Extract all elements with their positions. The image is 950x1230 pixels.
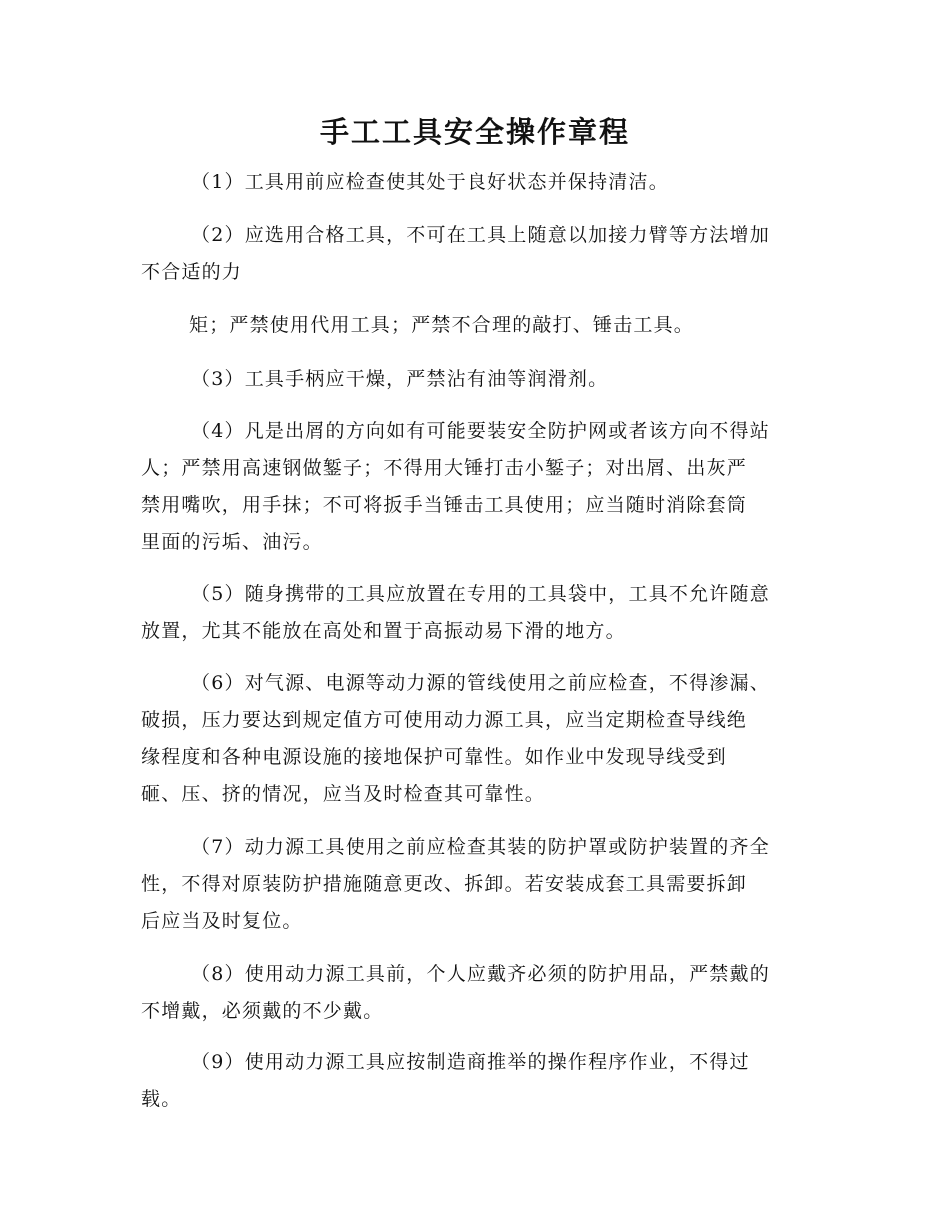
paragraph-item-9 (141, 1044, 811, 1118)
text-line: （2）应选用合格工具，不可在工具上随意以加接力臂等方法增加 (191, 224, 770, 246)
text-line: 破损，压力要达到规定值方可使用动力源工具，应当定期检查导线绝 (141, 709, 748, 731)
text-line: （7）动力源工具使用之前应检查其装的防护罩或防护装置的齐全 (191, 836, 770, 858)
paragraph-item-1 (141, 164, 811, 201)
text-line: 砸、压、挤的情况，应当及时检查其可靠性。 (141, 783, 546, 805)
text-line: 性，不得对原装防护措施随意更改、拆卸。若安装成套工具需要拆卸 (141, 873, 748, 895)
text-line: （1）工具用前应检查使其处于良好状态并保持清洁。 (191, 171, 669, 193)
text-line: 缘程度和各种电源设施的接地保护可靠性。如作业中发现导线受到 (141, 746, 727, 768)
text-line: 人；严禁用高速钢做錾子；不得用大锤打击小錾子；对出屑、出灰严 (141, 457, 748, 479)
paragraph-item-8 (141, 956, 811, 1030)
paragraph-item-7 (141, 829, 811, 940)
text-line: 禁用嘴吹，用手抹；不可将扳手当锤击工具使用；应当随时消除套筒 (141, 494, 748, 516)
text-line: 不增戴，必须戴的不少戴。 (141, 1000, 384, 1022)
paragraph-item-2 (141, 217, 811, 291)
text-line: 放置，尤其不能放在高处和置于高振动易下滑的地方。 (141, 620, 626, 642)
text-line: （6）对气源、电源等动力源的管线使用之前应检查，不得渗漏、 (191, 672, 770, 694)
text-line: （5）随身携带的工具应放置在专用的工具袋中，工具不允许随意 (191, 583, 770, 605)
text-line: （8）使用动力源工具前，个人应戴齐必须的防护用品，严禁戴的 (191, 963, 770, 985)
document-title: 手工工具安全操作章程 (319, 115, 630, 149)
text-line: （4）凡是出屑的方向如有可能要装安全防护网或者该方向不得站 (191, 420, 770, 442)
text-line: 不合适的力 (141, 261, 243, 283)
text-line: 载。 (141, 1088, 182, 1110)
text-line: 矩；严禁使用代用工具；严禁不合理的敲打、锤击工具。 (189, 314, 695, 336)
paragraph-item-3 (141, 361, 811, 398)
paragraph-item-6 (141, 665, 811, 813)
paragraph-continuation (141, 307, 811, 344)
paragraph-item-4 (141, 413, 811, 561)
paragraph-item-5 (141, 576, 811, 650)
text-line: （3）工具手柄应干燥，严禁沾有油等润滑剂。 (191, 368, 609, 390)
text-line: 后应当及时复位。 (141, 910, 303, 932)
text-line: （9）使用动力源工具应按制造商推举的操作程序作业，不得过 (191, 1051, 750, 1073)
text-line: 里面的污垢、油污。 (141, 531, 323, 553)
